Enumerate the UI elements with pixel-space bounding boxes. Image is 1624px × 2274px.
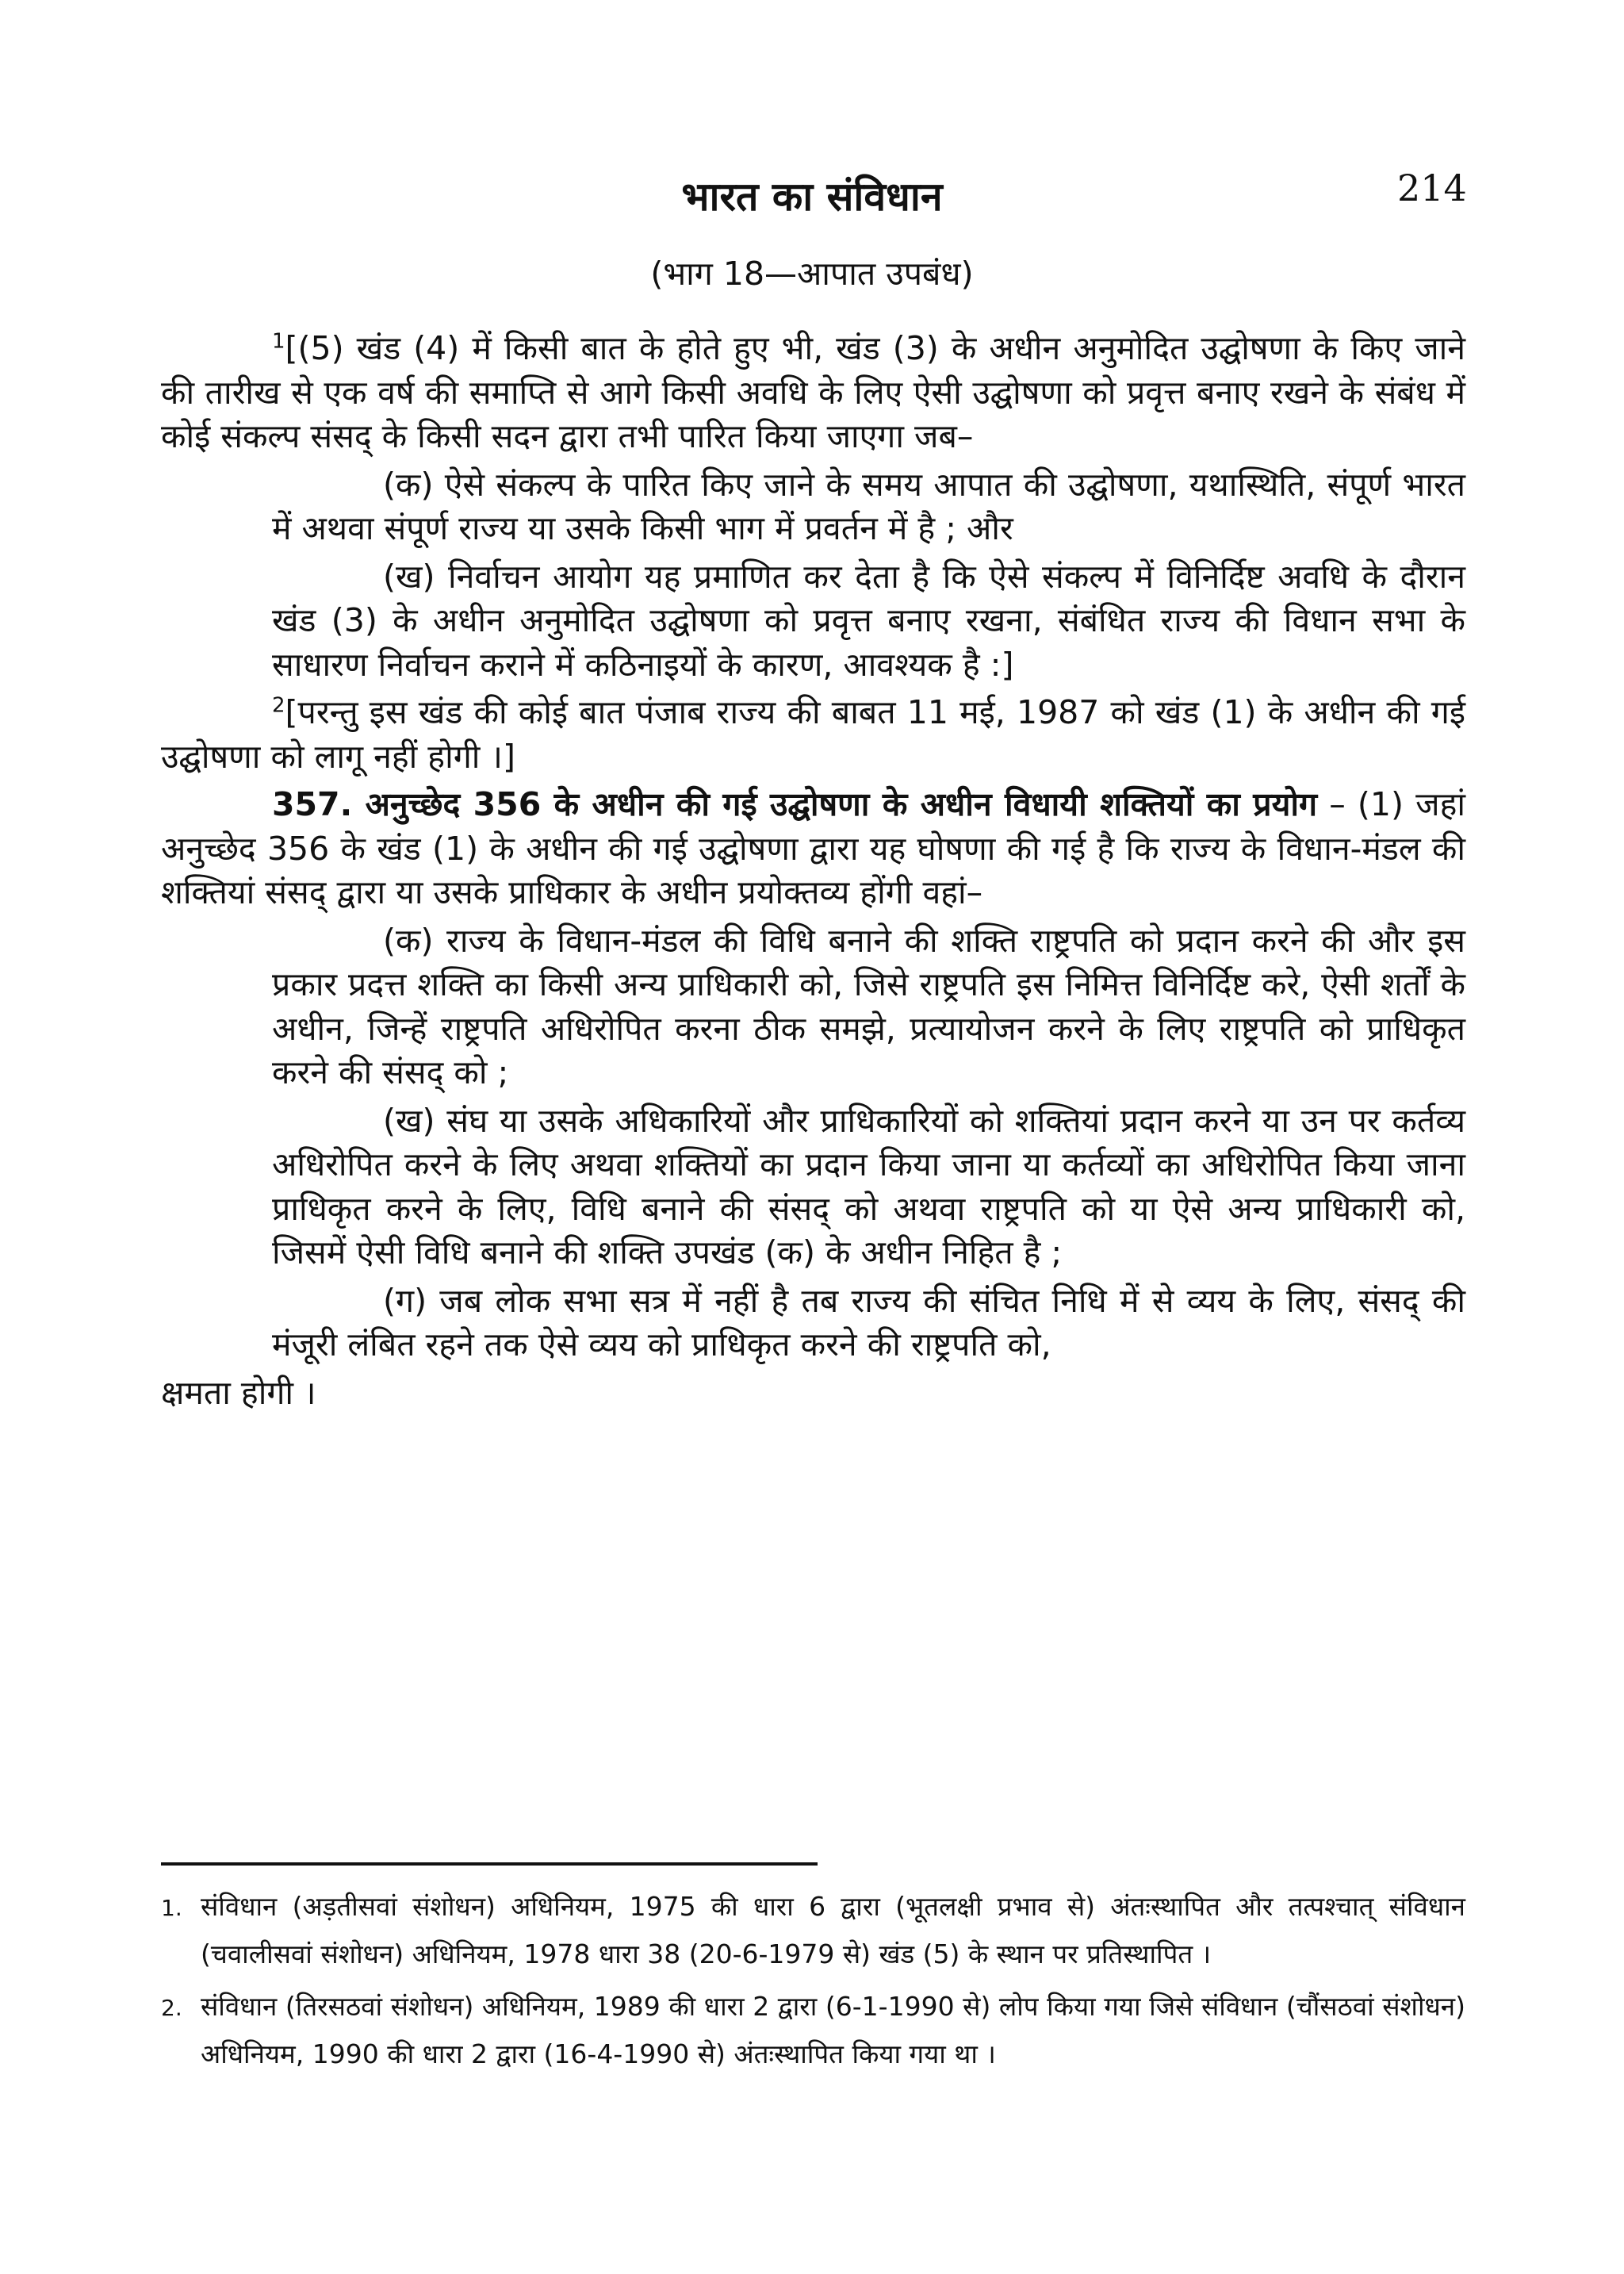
article-357-heading: 357. अनुच्छेद 356 के अधीन की गई उद्घोषणा के अधीन विधायी शक्तियों का प्रयोग xyxy=(272,785,1318,823)
article-357-paragraph xyxy=(161,783,1465,915)
article-357-text: – (1) जहां अनुच्छेद 356 के खंड (1) के अधीन की गई उद्घोषणा द्वारा यह घोषणा की गई है कि राज्य के विधान-मंडल की शक्तियां संसद् द्वारा या उसके प्राधिकार के अधीन प्रयोक्तव्य होंगी वहां– xyxy=(161,785,1465,911)
footnotes xyxy=(161,1884,1465,2084)
page-subtitle: (भाग 18—आपात उपबंध) xyxy=(650,255,974,293)
sub-clause-ga-2: (ग) जब लोक सभा सत्र में नहीं है तब राज्य की संचित निधि में से व्यय के लिए, संसद् की मंजूरी लंबित रहने तक ऐसे व्यय को प्राधिकृत करने की राष्ट्रपति को, xyxy=(272,1281,1465,1363)
footnote-1 xyxy=(161,1884,1465,1977)
clause-5-paragraph xyxy=(161,327,1465,459)
footnote-number: 1. xyxy=(161,1895,182,1921)
sub-clause-kha-2: (ख) संघ या उसके अधिकारियों और प्राधिकारियों को शक्तियां प्रदान करने या उन पर कर्तव्य अधिरोपित करने के लिए अथवा शक्तियों का प्रदान किया जाना या कर्तव्यों का अधिरोपित किया जाना प्राधिकृत करने के लिए, विधि बनाने की संसद् को अथवा राष्ट्रपति को या ऐसे अन्य प्राधिकारी को, जिसमें ऐसी विधि बनाने की शक्ति उपखंड (क) के अधीन निहित है ; xyxy=(272,1101,1465,1271)
footnote-ref-1: 1 xyxy=(272,329,285,354)
footnote-text: संविधान (तिरसठवां संशोधन) अधिनियम, 1989 की धारा 2 द्वारा (6-1-1990 से) लोप किया गया जिसे संविधान (चौंसठवां संशोधन) अधिनियम, 1990 की धारा 2 द्वारा (16-4-1990 से) अंतःस्थापित किया गया था । xyxy=(201,1991,1465,2069)
footnote-number: 2. xyxy=(161,1995,182,2021)
document-body xyxy=(161,327,1465,1419)
clause-5-text: [(5) खंड (4) में किसी बात के होते हुए भी, खंड (3) के अधीन अनुमोदित उद्घोषणा के किए जाने की तारीख से एक वर्ष की समाप्ति से आगे किसी अवधि के लिए ऐसी उद्घोषणा को प्रवृत्त बनाए रखने के संबंध में कोई संकल्प संसद् के किसी सदन द्वारा तभी पारित किया जाएगा जब– xyxy=(161,329,1465,455)
sub-clause-ka-2: (क) राज्य के विधान-मंडल की विधि बनाने की शक्ति राष्ट्रपति को प्रदान करने की और इस प्रकार प्रदत्त शक्ति का किसी अन्य प्राधिकारी को, जिसे राष्ट्रपति इस निमित्त विनिर्दिष्ट करे, ऐसी शर्तों के अधीन, जिन्हें राष्ट्रपति अधिरोपित करना ठीक समझे, प्रत्यायोजन करने के लिए राष्ट्रपति को प्राधिकृत करने की संसद् को ; xyxy=(272,921,1465,1091)
sub-clause-ka-1: (क) ऐसे संकल्प के पारित किए जाने के समय आपात की उद्घोषणा, यथास्थिति, संपूर्ण भारत में अथवा संपूर्ण राज्य या उसके किसी भाग में प्रवर्तन में है ; और xyxy=(272,465,1465,547)
footnote-text: संविधान (अड़तीसवां संशोधन) अधिनियम, 1975 की धारा 6 द्वारा (भूतलक्षी प्रभाव से) अंतःस्थापित और तत्पश्चात् संविधान (चवालीसवां संशोधन) अधिनियम, 1978 धारा 38 (20-6-1979 से) खंड (5) के स्थान पर प्रतिस्थापित । xyxy=(201,1891,1465,1969)
footnote-2 xyxy=(161,1984,1465,2077)
page-number: 214 xyxy=(1397,167,1467,209)
footnote-divider xyxy=(161,1862,818,1866)
closing-line: क्षमता होगी । xyxy=(161,1373,316,1412)
footnote-ref-2: 2 xyxy=(272,693,285,718)
sub-clause-kha-1: (ख) निर्वाचन आयोग यह प्रमाणित कर देता है कि ऐसे संकल्प में विनिर्दिष्ट अवधि के दौरान खंड (3) के अधीन अनुमोदित उद्घोषणा को प्रवृत्त बनाए रखना, संबंधित राज्य की विधान सभा के साधारण निर्वाचन कराने में कठिनाइयों के कारण, आवश्यक है :] xyxy=(272,557,1465,684)
page-title: भारत का संविधान xyxy=(681,174,943,220)
proviso-paragraph xyxy=(161,691,1465,779)
proviso-text: [परन्तु इस खंड की कोई बात पंजाब राज्य की बाबत 11 मई, 1987 को खंड (1) के अधीन की गई उद्घोषणा को लागू नहीं होगी ।] xyxy=(161,693,1465,776)
